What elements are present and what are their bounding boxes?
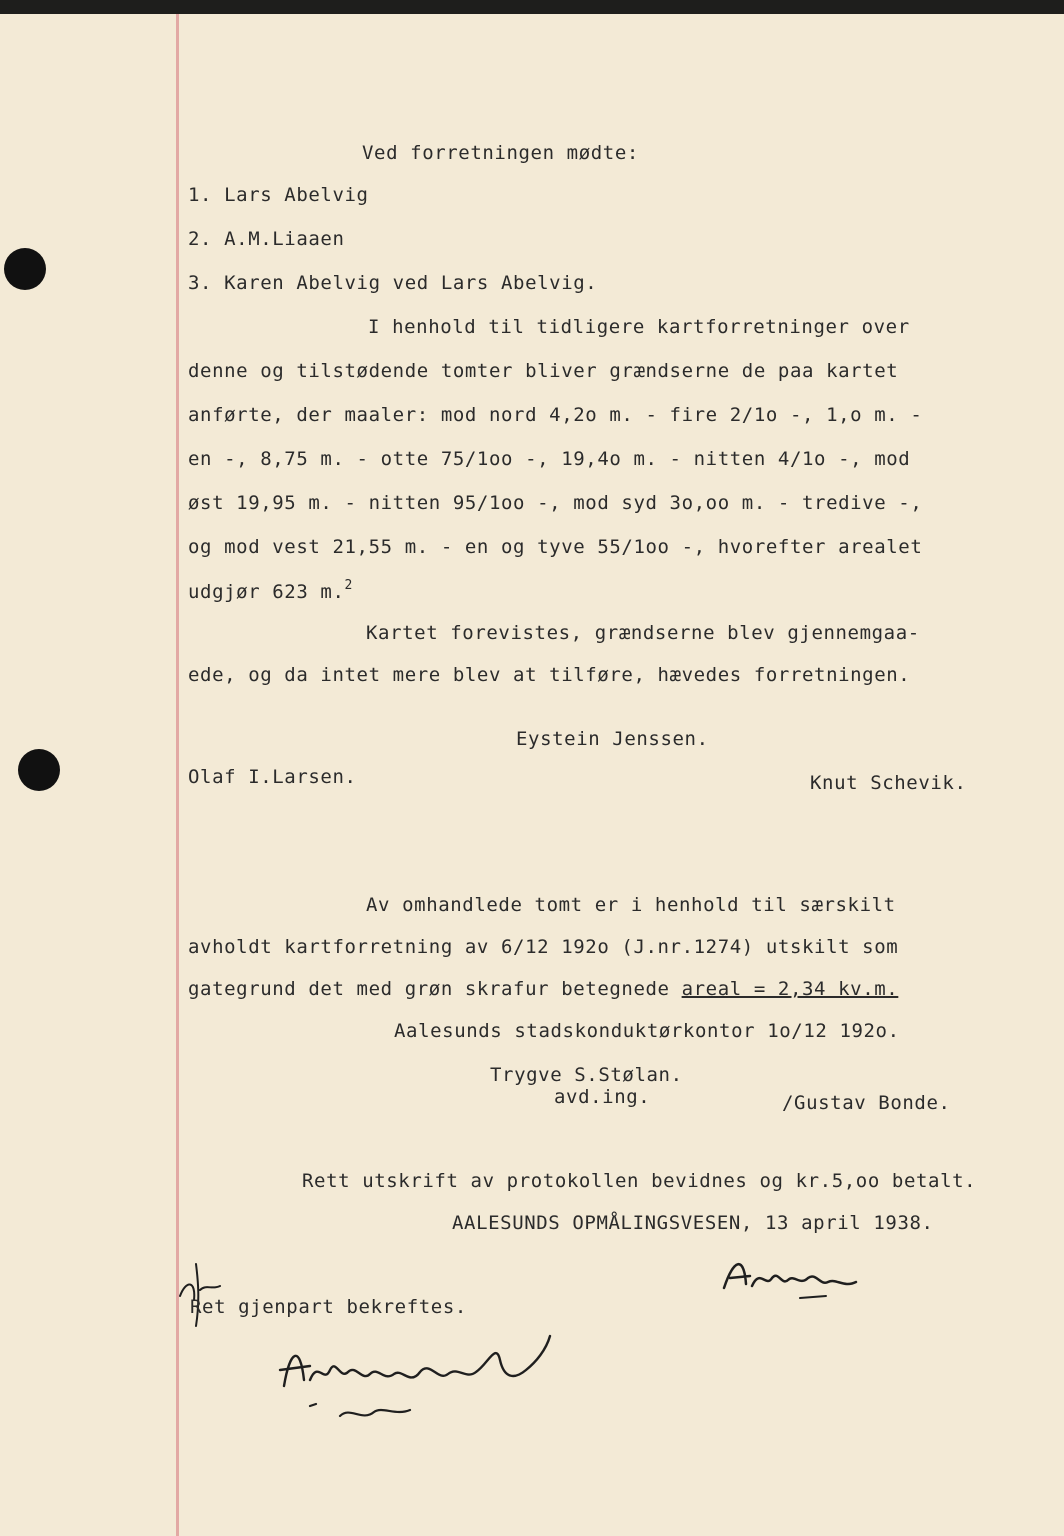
area-superscript: 2 [344, 578, 353, 593]
para1-line-4: en -, 8,75 m. - otte 75/1oo -, 19,4o m. - nitten 4/1o -, mod [188, 448, 911, 470]
signature-gustav: /Gustav Bonde. [782, 1092, 951, 1114]
para1-line-6: og mod vest 21,55 m. - en og tyve 55/1oo -, hvorefter arealet [188, 536, 923, 558]
place-date-line: AALESUNDS OPMÅLINGSVESEN, 13 april 1938. [452, 1212, 934, 1234]
signature-title: avd.ing. [554, 1086, 651, 1108]
attendee-1: 1. Lars Abelvig [188, 184, 369, 206]
handwritten-signature-right [716, 1248, 896, 1312]
para1-line-2: denne og tilstødende tomter bliver grændserne de paa kartet [188, 360, 899, 382]
handwritten-signature-left [270, 1330, 570, 1440]
para3-line-1: Av omhandlede tomt er i henhold til særskilt [366, 894, 896, 916]
signature-knut: Knut Schevik. [810, 772, 967, 794]
area-text: udgjør 623 m. [188, 581, 345, 603]
certification-line: Rett utskrift av protokollen bevidnes og kr.5,oo betalt. [302, 1170, 977, 1192]
signature-eystein: Eystein Jenssen. [516, 728, 709, 750]
para3-line-3 [188, 978, 898, 1000]
para2-line-1: Kartet forevistes, grændserne blev gjennemgaa- [366, 622, 920, 644]
office-line: Aalesunds stadskonduktørkontor 1o/12 192o. [394, 1020, 900, 1042]
signature-trygve: Trygve S.Stølan. [490, 1064, 683, 1086]
opening-line: Ved forretningen mødte: [362, 142, 639, 164]
document-page [0, 14, 1064, 1536]
area-underlined: areal = 2,34 kv.m. [681, 978, 899, 1000]
top-scan-edge [0, 0, 1064, 14]
para1-line-3: anførte, der maaler: mod nord 4,2o m. - fire 2/1o -, 1,o m. - [188, 404, 923, 426]
copy-note: Ret gjenpart bekreftes. [190, 1296, 467, 1318]
para3-line-2: avholdt kartforretning av 6/12 192o (J.nr.1274) utskilt som [188, 936, 899, 958]
para3-line-3-text: gategrund det med grøn skrafur betegnede [188, 978, 682, 1000]
attendee-2: 2. A.M.Liaaen [188, 228, 345, 250]
signature-olaf: Olaf I.Larsen. [188, 766, 357, 788]
para1-line-7 [188, 578, 353, 603]
attendee-3: 3. Karen Abelvig ved Lars Abelvig. [188, 272, 598, 294]
para1-line-1: I henhold til tidligere kartforretninger over [368, 316, 910, 338]
para2-line-2: ede, og da intet mere blev at tilføre, hævedes forretningen. [188, 664, 911, 686]
punch-hole-bottom [18, 749, 60, 791]
para1-line-5: øst 19,95 m. - nitten 95/1oo -, mod syd 3o,oo m. - tredive -, [188, 492, 923, 514]
punch-hole-top [4, 248, 46, 290]
handwritten-initials [176, 1250, 236, 1330]
